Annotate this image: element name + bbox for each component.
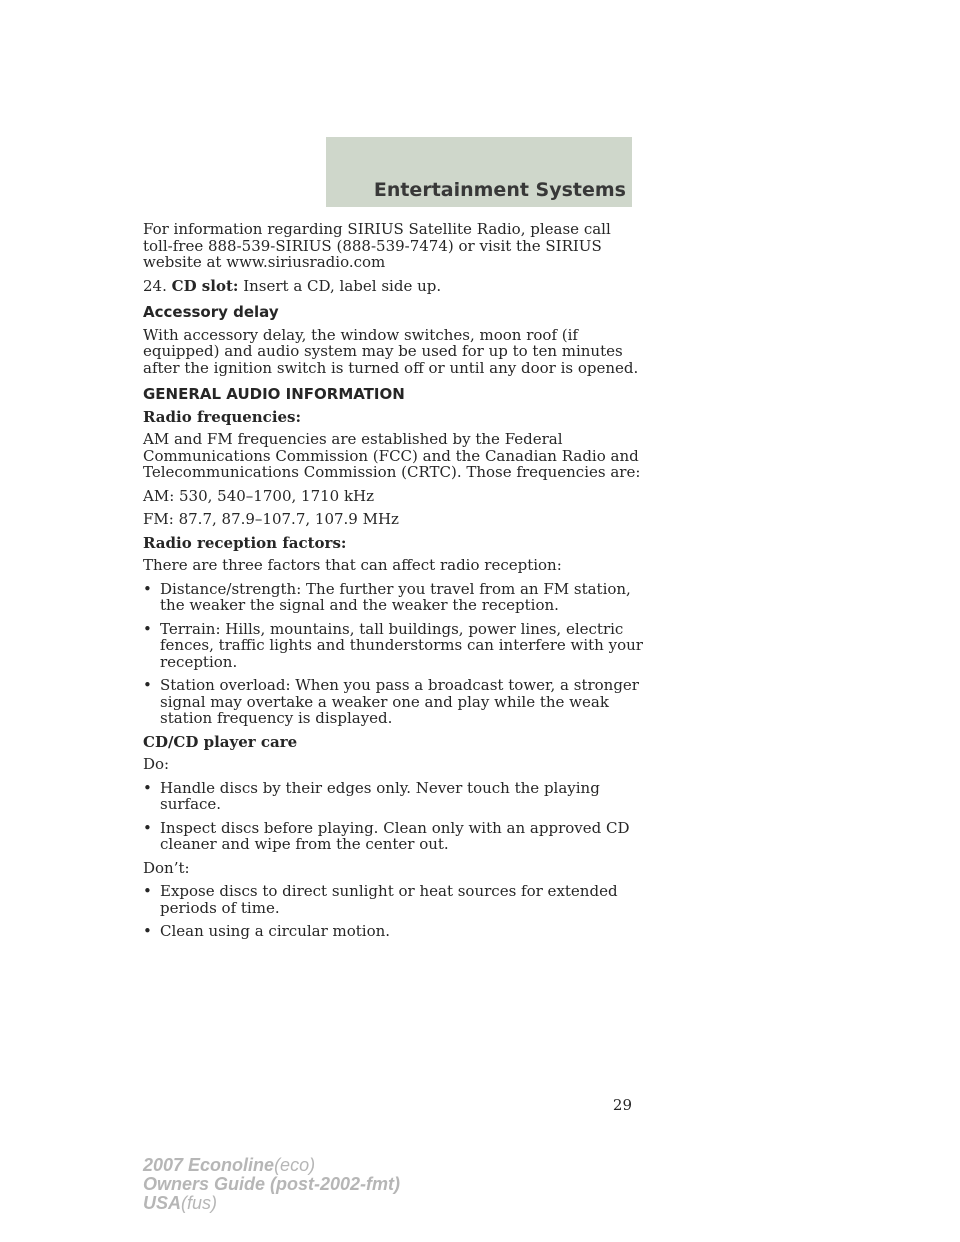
do-list: [143, 780, 643, 853]
list-item: • Terrain: Hills, mountains, tall buildings, power lines, electric fences, traffic lights and thunderstorms can interfere with your reception.: [143, 619, 643, 671]
bullet: •: [143, 882, 152, 900]
page-number: 29: [612, 1096, 632, 1114]
list-item: • Distance/strength: The further you travel from an FM station, the weaker the signal and the weaker the reception.: [143, 579, 631, 614]
do-label: Do:: [143, 755, 170, 773]
bullet: •: [143, 778, 152, 797]
section-title: Entertainment Systems: [373, 179, 626, 201]
fm-frequencies: FM: 87.7, 87.9–107.7, 107.9 MHz: [143, 510, 399, 528]
am-frequencies: AM: 530, 540–1700, 1710 kHz: [143, 486, 375, 505]
cd-slot-text: Insert a CD, label side up.: [243, 276, 442, 295]
cd-slot-item: [143, 278, 643, 295]
list-item: • Expose discs to direct sunlight or heat sources for extended periods of time.: [143, 882, 618, 917]
radio-frequencies-heading: Radio frequencies:: [143, 407, 302, 426]
radio-frequencies-paragraph: AM and FM frequencies are established by the Federal Communications Commission (FCC) and the Canadian Radio and Telecommunications Commission (CRTC). Those frequencies are:: [143, 430, 641, 481]
bullet: •: [143, 676, 152, 694]
footer-line-1: 2007 Econoline(eco): [143, 1155, 316, 1175]
section-header-band: [326, 137, 632, 207]
list-item: • Inspect discs before playing. Clean only with an approved CD cleaner and wipe from the center out.: [143, 818, 630, 853]
sirius-info-paragraph: For information regarding SIRIUS Satellite Radio, please call toll-free 888-539-SIRIUS (888-539-7474) or visit the SIRIUS website at www.siriusradio.com: [143, 220, 611, 271]
cd-care-heading: CD/CD player care: [143, 732, 298, 751]
accessory-delay-paragraph: With accessory delay, the window switches, moon roof (if equipped) and audio system may be used for up to ten minutes after the ignition switch is turned off or until any door is opened.: [143, 325, 639, 377]
item-number: 24.: [143, 276, 167, 295]
reception-factors-heading: Radio reception factors:: [143, 533, 347, 552]
dont-list: [143, 883, 643, 940]
bullet: •: [143, 818, 152, 837]
page-content: [143, 221, 643, 947]
bullet: •: [143, 922, 152, 940]
bullet: •: [143, 619, 152, 638]
list-item: • Handle discs by their edges only. Never touch the playing surface.: [143, 778, 600, 813]
document-footer: [143, 1156, 400, 1213]
bullet: •: [143, 579, 152, 598]
cd-slot-label: CD slot:: [171, 276, 239, 295]
footer-line-3: USA(fus): [143, 1193, 218, 1213]
list-item: • Clean using a circular motion.: [143, 922, 391, 940]
reception-intro: There are three factors that can affect radio reception:: [143, 556, 562, 574]
dont-label: Don’t:: [143, 858, 190, 877]
accessory-delay-heading: Accessory delay: [143, 303, 279, 321]
list-item: • Station overload: When you pass a broadcast tower, a stronger signal may overtake a weaker one and play while the weak station frequency is displayed.: [143, 676, 639, 727]
footer-line-2: Owners Guide (post-2002-fmt): [143, 1174, 401, 1194]
reception-factors-list: [143, 581, 643, 727]
general-audio-heading: GENERAL AUDIO INFORMATION: [143, 385, 405, 403]
